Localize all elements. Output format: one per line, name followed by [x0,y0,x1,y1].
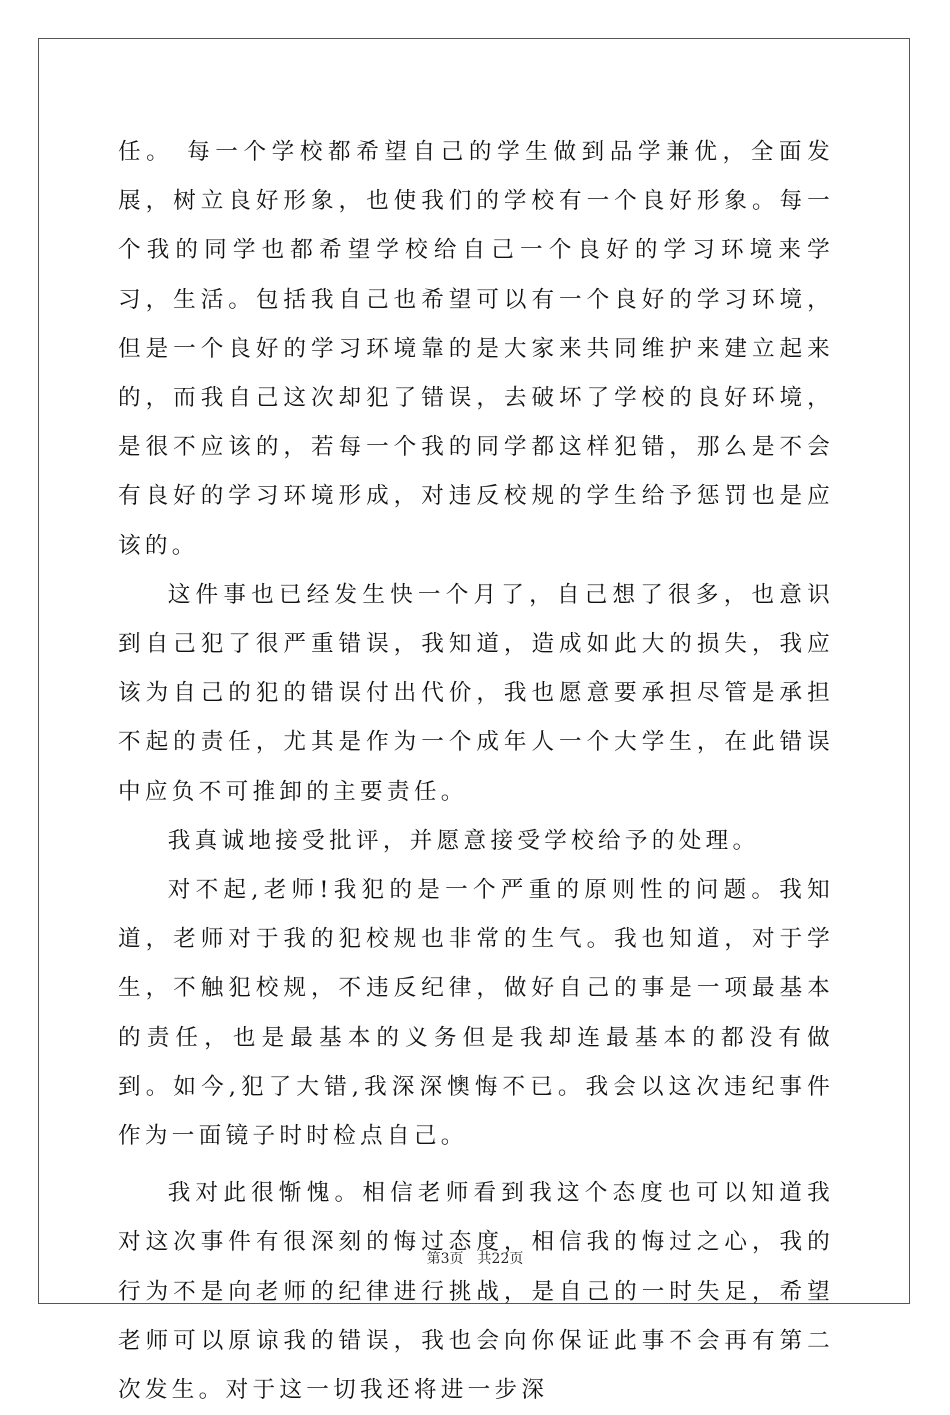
document-body [118,128,834,1415]
paragraph-4: 对不起,老师!我犯的是一个严重的原则性的问题。我知道，老师对于我的犯校规也非常的生气。我也知道，对于学生，不触犯校规，不违反纪律，做好自己的事是一项最基本的责任，也是最基本的义务但是我却连最基本的都没有做到。如今,犯了大错,我深深懊悔不已。我会以这次违纪事件作为一面镜子时时检点自己。 [118,877,834,1150]
paragraph-2: 这件事也已经发生快一个月了，自己想了很多，也意识到自己犯了很严重错误，我知道，造成如此大的损失，我应该为自己的犯的错误付出代价，我也愿意要承担尽管是承担不起的责任，尤其是作为一个成年人一个大学生，在此错误中应负不可推卸的主要责任。 [118,581,834,805]
paragraph-1: 任。 每一个学校都希望自己的学生做到品学兼优，全面发展，树立良好形象，也使我们的学校有一个良好形象。每一个我的同学也都希望学校给自己一个良好的学习环境来学习，生活。包括我自己也希望可以有一个良好的学习环境，但是一个良好的学习环境靠的是大家来共同维护来建立起来的，而我自己这次却犯了错误，去破坏了学校的良好环境，是很不应该的，若每一个我的同学都这样犯错，那么是不会有良好的学习环境形成，对违反校规的学生给予惩罚也是应该的。 [118,139,834,559]
paragraph-3: 我真诚地接受批评，并愿意接受学校给予的处理。 [167,827,760,854]
page-footer [0,1248,950,1268]
page-number: 第3页 [426,1251,464,1267]
paragraph-5: 我对此很惭愧。相信老师看到我这个态度也可以知道我对这次事件有很深刻的悔过态度，相信我的悔过之心，我的行为不是向老师的纪律进行挑战，是自己的一时失足，希望老师可以原谅我的错误，我也会向你保证此事不会再有第二次发生。对于这一切我还将进一步深 [118,1180,834,1404]
page-total: 共22页 [477,1251,524,1267]
